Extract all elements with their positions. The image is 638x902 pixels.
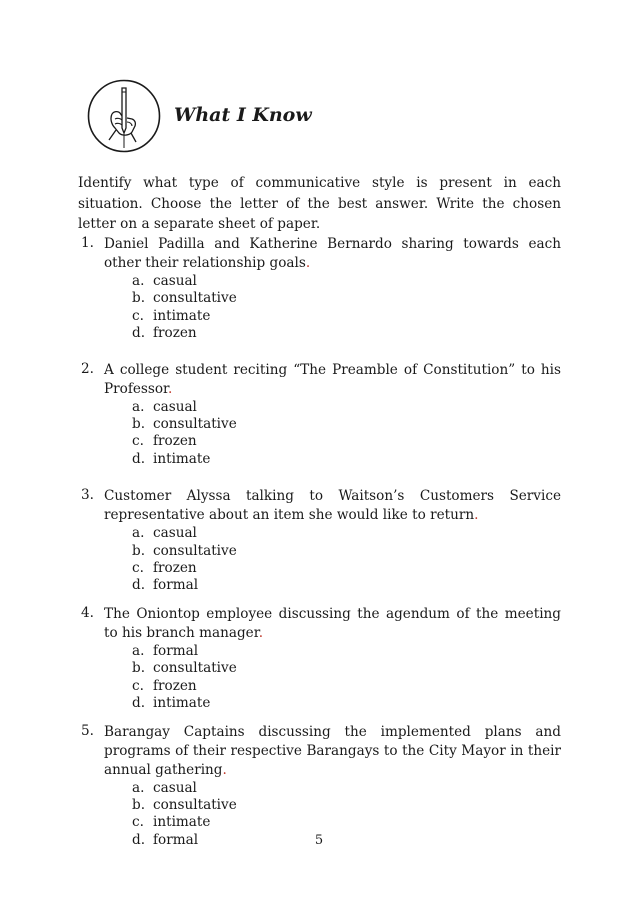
- question-text: A college student reciting “The Preamble of Constitution” to his Professor.: [104, 361, 561, 397]
- option-a: a. casual: [132, 398, 197, 415]
- option-d: d. intimate: [132, 695, 211, 712]
- question-number: 3.: [81, 487, 94, 504]
- answer-options: [104, 399, 561, 469]
- option-c: c. frozen: [132, 560, 197, 577]
- option-d: d. formal: [132, 831, 199, 848]
- option-d: d. frozen: [132, 325, 197, 342]
- option-a: a. casual: [132, 779, 197, 796]
- option-c: c. intimate: [132, 307, 211, 324]
- option-b: b. consultative: [132, 796, 237, 813]
- option-b: b. consultative: [132, 660, 237, 677]
- question-number: 2.: [81, 360, 94, 377]
- option-a: a. casual: [132, 273, 197, 289]
- section-title: What I Know: [174, 104, 312, 126]
- option-a: a. casual: [132, 525, 197, 542]
- option-d: d. formal: [132, 577, 199, 594]
- option-b: b. consultative: [132, 542, 237, 559]
- instructions: Identify what type of communicative style is present in each situation. Choose the letter of the best answer. Write the chosen letter on a separate sheet of paper.: [78, 175, 561, 232]
- question-3: [78, 487, 561, 595]
- answer-options: [104, 525, 561, 595]
- question-2: [78, 361, 561, 469]
- option-c: c. frozen: [132, 433, 197, 450]
- question-1: [78, 235, 561, 343]
- option-d: d. intimate: [132, 450, 211, 467]
- option-c: c. intimate: [132, 814, 211, 831]
- question-5: [78, 723, 561, 850]
- option-b: b. consultative: [132, 290, 237, 307]
- question-list: [78, 235, 561, 849]
- option-c: c. frozen: [132, 677, 197, 694]
- question-number: 4.: [81, 604, 94, 621]
- question-text: The Oniontop employee discussing the agendum of the meeting to his branch manager.: [104, 605, 561, 641]
- hand-holding-pencil-icon: [86, 78, 162, 154]
- option-a: a. formal: [132, 642, 199, 659]
- question-text: Barangay Captains discussing the implemented plans and programs of their respective Barangays to the City Mayor in their annual gathering.: [104, 723, 561, 778]
- question-4: [78, 605, 561, 713]
- option-b: b. consultative: [132, 416, 237, 433]
- question-number: 5.: [81, 722, 94, 739]
- question-text: Daniel Padilla and Katherine Bernardo sharing towards each other their relationship goals.: [104, 236, 561, 271]
- question-text: Customer Alyssa talking to Waitson’s Customers Service representative about an item she would like to return.: [104, 488, 561, 524]
- question-number: 1.: [81, 235, 94, 251]
- answer-options: [104, 273, 561, 343]
- page-number: 5: [314, 833, 324, 848]
- answer-options: [104, 643, 561, 713]
